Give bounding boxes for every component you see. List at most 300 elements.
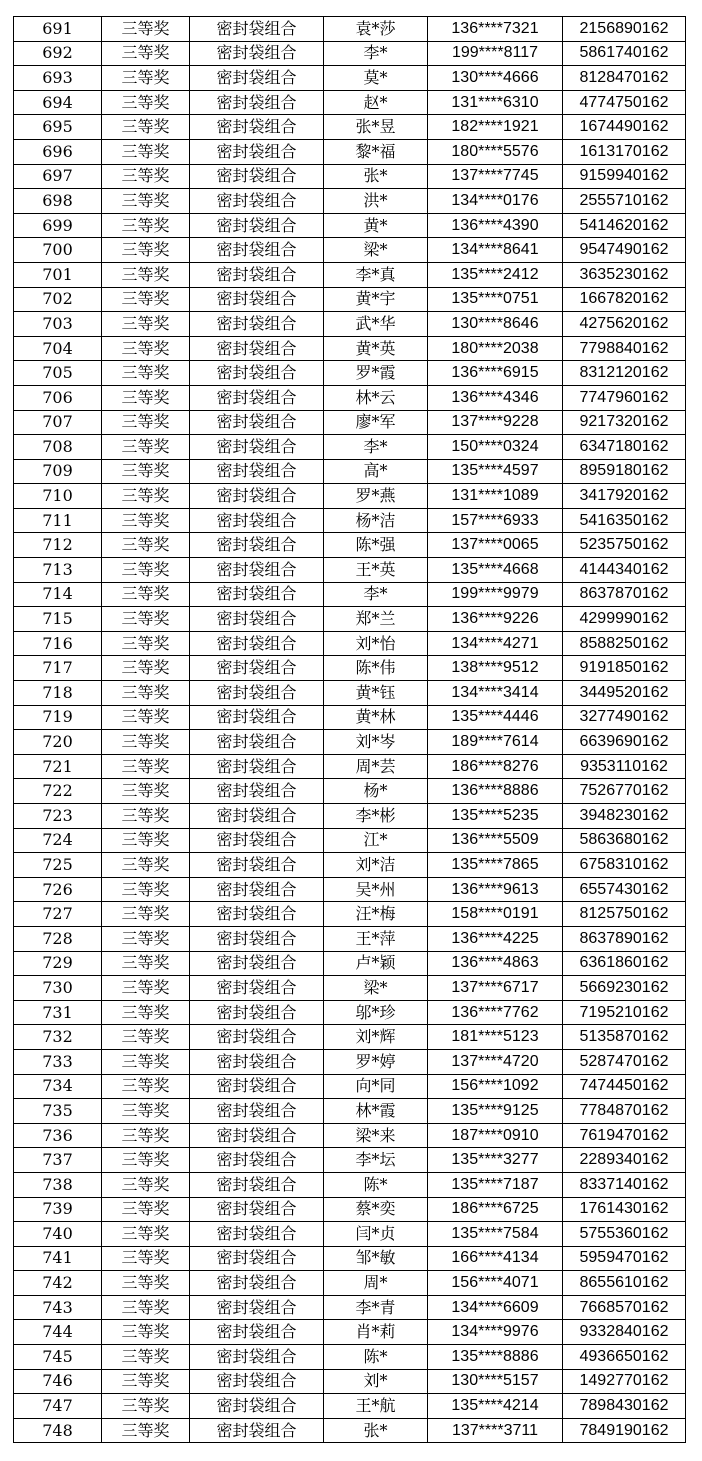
winner-name-cell: 黎*福 [324, 139, 428, 164]
phone-number-cell: 135****7584 [428, 1222, 563, 1247]
phone-number-cell: 137****0065 [428, 533, 563, 558]
row-number-cell: 712 [14, 533, 102, 558]
winner-name-cell: 李* [324, 435, 428, 460]
winner-name-cell: 李*彬 [324, 804, 428, 829]
row-number-cell: 717 [14, 656, 102, 681]
table-row [14, 1418, 686, 1443]
phone-number-cell: 136****9226 [428, 607, 563, 632]
order-code-cell: 8128470162 [563, 66, 686, 91]
prize-item-cell: 密封袋组合 [190, 1049, 324, 1074]
prize-item-cell: 密封袋组合 [190, 681, 324, 706]
order-code-cell: 9332840162 [563, 1320, 686, 1345]
winners-table-body [14, 17, 686, 1443]
winner-name-cell: 肖*莉 [324, 1320, 428, 1345]
table-row [14, 656, 686, 681]
table-row [14, 1246, 686, 1271]
prize-item-cell: 密封袋组合 [190, 631, 324, 656]
prize-item-cell: 密封袋组合 [190, 1099, 324, 1124]
row-number-cell: 744 [14, 1320, 102, 1345]
prize-item-cell: 密封袋组合 [190, 976, 324, 1001]
prize-item-cell: 密封袋组合 [190, 705, 324, 730]
winner-name-cell: 邹*敏 [324, 1246, 428, 1271]
prize-item-cell: 密封袋组合 [190, 238, 324, 263]
table-row [14, 459, 686, 484]
row-number-cell: 720 [14, 730, 102, 755]
prize-level-cell: 三等奖 [102, 804, 190, 829]
prize-item-cell: 密封袋组合 [190, 336, 324, 361]
winner-name-cell: 李*真 [324, 262, 428, 287]
row-number-cell: 707 [14, 410, 102, 435]
phone-number-cell: 136****7321 [428, 17, 563, 42]
table-row [14, 1123, 686, 1148]
prize-item-cell: 密封袋组合 [190, 1394, 324, 1419]
prize-item-cell: 密封袋组合 [190, 1369, 324, 1394]
winner-name-cell: 张*昱 [324, 115, 428, 140]
row-number-cell: 716 [14, 631, 102, 656]
winner-name-cell: 李*青 [324, 1295, 428, 1320]
order-code-cell: 3635230162 [563, 262, 686, 287]
phone-number-cell: 137****6717 [428, 976, 563, 1001]
prize-level-cell: 三等奖 [102, 1222, 190, 1247]
phone-number-cell: 186****6725 [428, 1197, 563, 1222]
prize-level-cell: 三等奖 [102, 312, 190, 337]
prize-level-cell: 三等奖 [102, 902, 190, 927]
row-number-cell: 745 [14, 1345, 102, 1370]
order-code-cell: 5959470162 [563, 1246, 686, 1271]
prize-level-cell: 三等奖 [102, 1246, 190, 1271]
table-row [14, 582, 686, 607]
table-row [14, 410, 686, 435]
order-code-cell: 7798840162 [563, 336, 686, 361]
order-code-cell: 3948230162 [563, 804, 686, 829]
prize-item-cell: 密封袋组合 [190, 410, 324, 435]
row-number-cell: 725 [14, 853, 102, 878]
prize-level-cell: 三等奖 [102, 681, 190, 706]
row-number-cell: 701 [14, 262, 102, 287]
prize-level-cell: 三等奖 [102, 213, 190, 238]
phone-number-cell: 135****5235 [428, 804, 563, 829]
winner-name-cell: 闫*贞 [324, 1222, 428, 1247]
prize-item-cell: 密封袋组合 [190, 1320, 324, 1345]
table-row [14, 484, 686, 509]
phone-number-cell: 135****2412 [428, 262, 563, 287]
row-number-cell: 747 [14, 1394, 102, 1419]
prize-item-cell: 密封袋组合 [190, 1123, 324, 1148]
prize-item-cell: 密封袋组合 [190, 164, 324, 189]
table-row [14, 951, 686, 976]
order-code-cell: 5135870162 [563, 1025, 686, 1050]
prize-level-cell: 三等奖 [102, 558, 190, 583]
row-number-cell: 730 [14, 976, 102, 1001]
row-number-cell: 739 [14, 1197, 102, 1222]
table-row [14, 828, 686, 853]
prize-item-cell: 密封袋组合 [190, 779, 324, 804]
table-row [14, 336, 686, 361]
table-row [14, 1295, 686, 1320]
phone-number-cell: 136****4390 [428, 213, 563, 238]
order-code-cell: 3417920162 [563, 484, 686, 509]
winner-name-cell: 刘*岑 [324, 730, 428, 755]
prize-item-cell: 密封袋组合 [190, 877, 324, 902]
table-row [14, 804, 686, 829]
prize-item-cell: 密封袋组合 [190, 828, 324, 853]
table-row [14, 705, 686, 730]
row-number-cell: 704 [14, 336, 102, 361]
order-code-cell: 2555710162 [563, 189, 686, 214]
phone-number-cell: 180****2038 [428, 336, 563, 361]
winner-name-cell: 李* [324, 582, 428, 607]
prize-item-cell: 密封袋组合 [190, 312, 324, 337]
prize-item-cell: 密封袋组合 [190, 1197, 324, 1222]
order-code-cell: 3277490162 [563, 705, 686, 730]
order-code-cell: 2156890162 [563, 17, 686, 42]
table-row [14, 1320, 686, 1345]
prize-item-cell: 密封袋组合 [190, 1345, 324, 1370]
row-number-cell: 703 [14, 312, 102, 337]
phone-number-cell: 135****4214 [428, 1394, 563, 1419]
row-number-cell: 743 [14, 1295, 102, 1320]
winner-name-cell: 刘*怡 [324, 631, 428, 656]
prize-item-cell: 密封袋组合 [190, 262, 324, 287]
prize-level-cell: 三等奖 [102, 262, 190, 287]
table-row [14, 853, 686, 878]
prize-item-cell: 密封袋组合 [190, 484, 324, 509]
table-row [14, 631, 686, 656]
phone-number-cell: 136****4346 [428, 385, 563, 410]
prize-level-cell: 三等奖 [102, 1074, 190, 1099]
winner-name-cell: 郑*兰 [324, 607, 428, 632]
prize-item-cell: 密封袋组合 [190, 1074, 324, 1099]
winner-name-cell: 罗*燕 [324, 484, 428, 509]
prize-level-cell: 三等奖 [102, 66, 190, 91]
winner-name-cell: 黄* [324, 213, 428, 238]
phone-number-cell: 135****8886 [428, 1345, 563, 1370]
phone-number-cell: 187****0910 [428, 1123, 563, 1148]
row-number-cell: 711 [14, 508, 102, 533]
prize-item-cell: 密封袋组合 [190, 459, 324, 484]
winner-name-cell: 刘*洁 [324, 853, 428, 878]
row-number-cell: 692 [14, 41, 102, 66]
winner-name-cell: 梁* [324, 976, 428, 1001]
row-number-cell: 694 [14, 90, 102, 115]
order-code-cell: 9353110162 [563, 754, 686, 779]
order-code-cell: 9159940162 [563, 164, 686, 189]
prize-level-cell: 三等奖 [102, 1099, 190, 1124]
prize-level-cell: 三等奖 [102, 705, 190, 730]
row-number-cell: 740 [14, 1222, 102, 1247]
prize-level-cell: 三等奖 [102, 238, 190, 263]
table-row [14, 1172, 686, 1197]
winner-name-cell: 陈*强 [324, 533, 428, 558]
table-row [14, 754, 686, 779]
row-number-cell: 733 [14, 1049, 102, 1074]
order-code-cell: 4299990162 [563, 607, 686, 632]
winner-name-cell: 刘* [324, 1369, 428, 1394]
winner-name-cell: 张* [324, 1418, 428, 1443]
prize-level-cell: 三等奖 [102, 17, 190, 42]
phone-number-cell: 137****4720 [428, 1049, 563, 1074]
prize-level-cell: 三等奖 [102, 1025, 190, 1050]
order-code-cell: 8125750162 [563, 902, 686, 927]
prize-item-cell: 密封袋组合 [190, 139, 324, 164]
table-row [14, 902, 686, 927]
row-number-cell: 734 [14, 1074, 102, 1099]
table-row [14, 681, 686, 706]
row-number-cell: 696 [14, 139, 102, 164]
table-row [14, 508, 686, 533]
table-row [14, 1025, 686, 1050]
winner-name-cell: 梁* [324, 238, 428, 263]
table-row [14, 66, 686, 91]
phone-number-cell: 134****8641 [428, 238, 563, 263]
prize-level-cell: 三等奖 [102, 139, 190, 164]
order-code-cell: 7619470162 [563, 1123, 686, 1148]
row-number-cell: 705 [14, 361, 102, 386]
prize-level-cell: 三等奖 [102, 1271, 190, 1296]
order-code-cell: 5416350162 [563, 508, 686, 533]
order-code-cell: 7668570162 [563, 1295, 686, 1320]
prize-level-cell: 三等奖 [102, 656, 190, 681]
prize-level-cell: 三等奖 [102, 582, 190, 607]
order-code-cell: 8959180162 [563, 459, 686, 484]
phone-number-cell: 136****7762 [428, 1000, 563, 1025]
table-row [14, 139, 686, 164]
table-row [14, 312, 686, 337]
order-code-cell: 7849190162 [563, 1418, 686, 1443]
row-number-cell: 724 [14, 828, 102, 853]
order-code-cell: 9191850162 [563, 656, 686, 681]
table-row [14, 1369, 686, 1394]
winner-name-cell: 吴*州 [324, 877, 428, 902]
prize-item-cell: 密封袋组合 [190, 287, 324, 312]
winner-name-cell: 陈* [324, 1345, 428, 1370]
row-number-cell: 737 [14, 1148, 102, 1173]
order-code-cell: 7784870162 [563, 1099, 686, 1124]
phone-number-cell: 134****9976 [428, 1320, 563, 1345]
row-number-cell: 721 [14, 754, 102, 779]
winner-name-cell: 刘*辉 [324, 1025, 428, 1050]
table-row [14, 779, 686, 804]
prize-item-cell: 密封袋组合 [190, 730, 324, 755]
order-code-cell: 7898430162 [563, 1394, 686, 1419]
prize-level-cell: 三等奖 [102, 1049, 190, 1074]
table-row [14, 1074, 686, 1099]
prize-level-cell: 三等奖 [102, 410, 190, 435]
winner-name-cell: 林*云 [324, 385, 428, 410]
order-code-cell: 6758310162 [563, 853, 686, 878]
table-row [14, 1271, 686, 1296]
table-row [14, 41, 686, 66]
winner-name-cell: 武*华 [324, 312, 428, 337]
phone-number-cell: 136****8886 [428, 779, 563, 804]
prize-item-cell: 密封袋组合 [190, 1148, 324, 1173]
prize-level-cell: 三等奖 [102, 459, 190, 484]
table-row [14, 1197, 686, 1222]
row-number-cell: 726 [14, 877, 102, 902]
prize-level-cell: 三等奖 [102, 926, 190, 951]
prize-level-cell: 三等奖 [102, 1418, 190, 1443]
phone-number-cell: 199****9979 [428, 582, 563, 607]
row-number-cell: 732 [14, 1025, 102, 1050]
order-code-cell: 6639690162 [563, 730, 686, 755]
order-code-cell: 8588250162 [563, 631, 686, 656]
prize-level-cell: 三等奖 [102, 533, 190, 558]
order-code-cell: 2289340162 [563, 1148, 686, 1173]
row-number-cell: 714 [14, 582, 102, 607]
phone-number-cell: 130****4666 [428, 66, 563, 91]
prize-level-cell: 三等奖 [102, 90, 190, 115]
order-code-cell: 7747960162 [563, 385, 686, 410]
order-code-cell: 9547490162 [563, 238, 686, 263]
prize-item-cell: 密封袋组合 [190, 385, 324, 410]
order-code-cell: 1761430162 [563, 1197, 686, 1222]
row-number-cell: 742 [14, 1271, 102, 1296]
table-row [14, 287, 686, 312]
phone-number-cell: 135****7865 [428, 853, 563, 878]
phone-number-cell: 156****1092 [428, 1074, 563, 1099]
phone-number-cell: 135****0751 [428, 287, 563, 312]
table-row [14, 1148, 686, 1173]
table-row [14, 877, 686, 902]
table-row [14, 238, 686, 263]
prize-item-cell: 密封袋组合 [190, 189, 324, 214]
phone-number-cell: 135****4446 [428, 705, 563, 730]
winner-name-cell: 王*航 [324, 1394, 428, 1419]
table-row [14, 976, 686, 1001]
winner-name-cell: 杨* [324, 779, 428, 804]
prize-level-cell: 三等奖 [102, 115, 190, 140]
table-row [14, 213, 686, 238]
table-row [14, 730, 686, 755]
prize-level-cell: 三等奖 [102, 189, 190, 214]
prize-item-cell: 密封袋组合 [190, 508, 324, 533]
prize-level-cell: 三等奖 [102, 385, 190, 410]
winner-name-cell: 陈*伟 [324, 656, 428, 681]
order-code-cell: 4275620162 [563, 312, 686, 337]
row-number-cell: 735 [14, 1099, 102, 1124]
row-number-cell: 708 [14, 435, 102, 460]
order-code-cell: 5287470162 [563, 1049, 686, 1074]
winner-name-cell: 李* [324, 41, 428, 66]
winner-name-cell: 洪* [324, 189, 428, 214]
winner-name-cell: 高* [324, 459, 428, 484]
prize-level-cell: 三等奖 [102, 1123, 190, 1148]
winner-name-cell: 周* [324, 1271, 428, 1296]
table-row [14, 1049, 686, 1074]
phone-number-cell: 130****8646 [428, 312, 563, 337]
phone-number-cell: 136****6915 [428, 361, 563, 386]
prize-level-cell: 三等奖 [102, 361, 190, 386]
prize-level-cell: 三等奖 [102, 779, 190, 804]
winner-name-cell: 赵* [324, 90, 428, 115]
prize-item-cell: 密封袋组合 [190, 41, 324, 66]
prize-item-cell: 密封袋组合 [190, 66, 324, 91]
prize-item-cell: 密封袋组合 [190, 1025, 324, 1050]
table-row [14, 926, 686, 951]
winner-name-cell: 陈* [324, 1172, 428, 1197]
winner-name-cell: 林*霞 [324, 1099, 428, 1124]
order-code-cell: 8637890162 [563, 926, 686, 951]
order-code-cell: 3449520162 [563, 681, 686, 706]
prize-item-cell: 密封袋组合 [190, 902, 324, 927]
prize-item-cell: 密封袋组合 [190, 754, 324, 779]
winner-name-cell: 袁*莎 [324, 17, 428, 42]
row-number-cell: 710 [14, 484, 102, 509]
row-number-cell: 709 [14, 459, 102, 484]
prize-level-cell: 三等奖 [102, 1345, 190, 1370]
winner-name-cell: 黄*英 [324, 336, 428, 361]
prize-item-cell: 密封袋组合 [190, 951, 324, 976]
phone-number-cell: 136****5509 [428, 828, 563, 853]
winner-name-cell: 邬*珍 [324, 1000, 428, 1025]
order-code-cell: 7195210162 [563, 1000, 686, 1025]
phone-number-cell: 137****7745 [428, 164, 563, 189]
phone-number-cell: 131****1089 [428, 484, 563, 509]
order-code-cell: 6557430162 [563, 877, 686, 902]
order-code-cell: 8312120162 [563, 361, 686, 386]
table-row [14, 385, 686, 410]
order-code-cell: 4774750162 [563, 90, 686, 115]
phone-number-cell: 199****8117 [428, 41, 563, 66]
phone-number-cell: 136****9613 [428, 877, 563, 902]
prize-item-cell: 密封袋组合 [190, 1222, 324, 1247]
order-code-cell: 5863680162 [563, 828, 686, 853]
prize-level-cell: 三等奖 [102, 631, 190, 656]
row-number-cell: 691 [14, 17, 102, 42]
prize-level-cell: 三等奖 [102, 41, 190, 66]
row-number-cell: 738 [14, 1172, 102, 1197]
prize-item-cell: 密封袋组合 [190, 1295, 324, 1320]
table-row [14, 1222, 686, 1247]
table-row [14, 533, 686, 558]
winner-name-cell: 卢*颖 [324, 951, 428, 976]
prize-level-cell: 三等奖 [102, 1197, 190, 1222]
winner-name-cell: 梁*来 [324, 1123, 428, 1148]
winner-name-cell: 江* [324, 828, 428, 853]
row-number-cell: 723 [14, 804, 102, 829]
prize-item-cell: 密封袋组合 [190, 558, 324, 583]
phone-number-cell: 181****5123 [428, 1025, 563, 1050]
table-row [14, 607, 686, 632]
winner-name-cell: 蔡*奕 [324, 1197, 428, 1222]
phone-number-cell: 158****0191 [428, 902, 563, 927]
winner-name-cell: 周*芸 [324, 754, 428, 779]
order-code-cell: 8655610162 [563, 1271, 686, 1296]
phone-number-cell: 135****4668 [428, 558, 563, 583]
prize-item-cell: 密封袋组合 [190, 853, 324, 878]
order-code-cell: 5861740162 [563, 41, 686, 66]
phone-number-cell: 189****7614 [428, 730, 563, 755]
table-row [14, 164, 686, 189]
prize-item-cell: 密封袋组合 [190, 1172, 324, 1197]
prize-item-cell: 密封袋组合 [190, 1000, 324, 1025]
winner-name-cell: 汪*梅 [324, 902, 428, 927]
phone-number-cell: 134****6609 [428, 1295, 563, 1320]
row-number-cell: 736 [14, 1123, 102, 1148]
winner-name-cell: 向*同 [324, 1074, 428, 1099]
row-number-cell: 695 [14, 115, 102, 140]
table-row [14, 262, 686, 287]
table-row [14, 189, 686, 214]
order-code-cell: 1674490162 [563, 115, 686, 140]
row-number-cell: 699 [14, 213, 102, 238]
prize-level-cell: 三等奖 [102, 1320, 190, 1345]
prize-item-cell: 密封袋组合 [190, 607, 324, 632]
row-number-cell: 727 [14, 902, 102, 927]
phone-number-cell: 137****3711 [428, 1418, 563, 1443]
order-code-cell: 4936650162 [563, 1345, 686, 1370]
table-row [14, 435, 686, 460]
